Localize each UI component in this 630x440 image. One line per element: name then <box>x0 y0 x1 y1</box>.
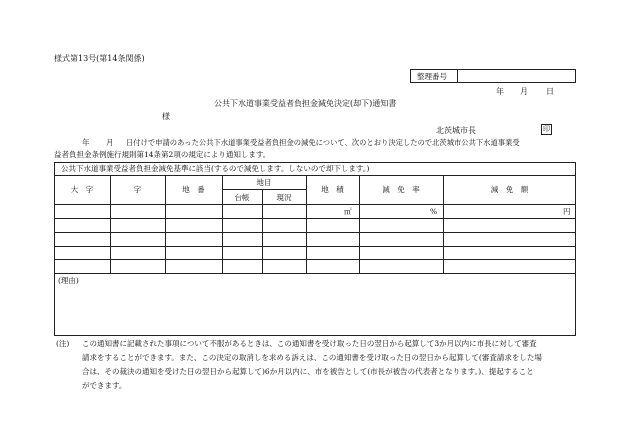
unit-amount: 円 <box>563 207 571 216</box>
row-line <box>54 218 576 219</box>
header-bottom <box>54 204 576 205</box>
header-daicho: 台帳 <box>234 193 250 202</box>
header-oaza: 大 字 <box>70 185 94 194</box>
body-year: 年 <box>82 138 90 147</box>
row-line <box>54 232 576 233</box>
header-amount: 減 免 額 <box>490 185 529 194</box>
document-title: 公共下水道事業受益者負担金減免決定(却下)通知書 <box>214 99 397 108</box>
seal-stamp <box>541 124 552 135</box>
header-aza: 字 <box>133 185 142 194</box>
addressee-suffix: 様 <box>162 112 170 121</box>
note-line-1: この通知書に記載された事項について不服があるときは、この通知書を受け取った日の翌日から起算して3か月以内に市長に対して審査 <box>82 339 537 348</box>
date-day: 日 <box>546 87 554 96</box>
header-chiban: 地 番 <box>182 185 205 194</box>
criteria-divider <box>54 175 576 176</box>
criteria-text: 公共下水道事業受益者負担金減免基準に該当(するので減免します。しないので却下します。) <box>61 164 370 173</box>
date-year: 年 <box>496 87 504 96</box>
note-line-4: ができます。 <box>82 381 127 390</box>
body-month: 月 <box>106 138 114 147</box>
reason-label: (理由) <box>58 276 79 285</box>
header-rate: 減 免 率 <box>382 185 420 194</box>
note-line-2: 請求をすることができます。また、この決定の取消しを求める訴えは、この通知書を受け取った日の翌日から起算して(審査請求をした場 <box>82 353 542 362</box>
note-line-3: 合は、その裁決の通知を受けた日の翌日から起算して)6か月以内に、市を被告として(市長が被告の代表者となります。)、提起すること <box>82 367 534 376</box>
row-line <box>54 246 576 247</box>
row-line <box>54 259 576 260</box>
registration-box <box>410 69 576 83</box>
issuer-name: 北茨城市長 <box>436 126 476 135</box>
registration-divider <box>457 70 458 82</box>
body-text-line1: 日付けで申請のあった公共下水道事業受益者負担金の減免について、次のとおり決定したので北茨城市公共下水道事業受 <box>126 138 520 147</box>
header-chimoku: 地目 <box>256 178 272 187</box>
registration-label: 整理番号 <box>417 72 447 81</box>
note-label: (注) <box>56 339 70 348</box>
header-chiseki: 地 積 <box>321 185 344 194</box>
grid-bottom <box>54 273 576 274</box>
body-text-line2: 益者負担金条例施行規則第14条第2項の規定により通知します。 <box>54 150 271 159</box>
header-genkyo: 現況 <box>276 193 292 202</box>
form-number: 様式第13号(第14条関係) <box>54 54 145 63</box>
seal-label: 印 <box>543 125 550 133</box>
chimoku-divider <box>222 189 306 190</box>
date-month: 月 <box>520 87 528 96</box>
unit-rate: % <box>430 207 438 216</box>
unit-area: ㎡ <box>344 207 352 216</box>
